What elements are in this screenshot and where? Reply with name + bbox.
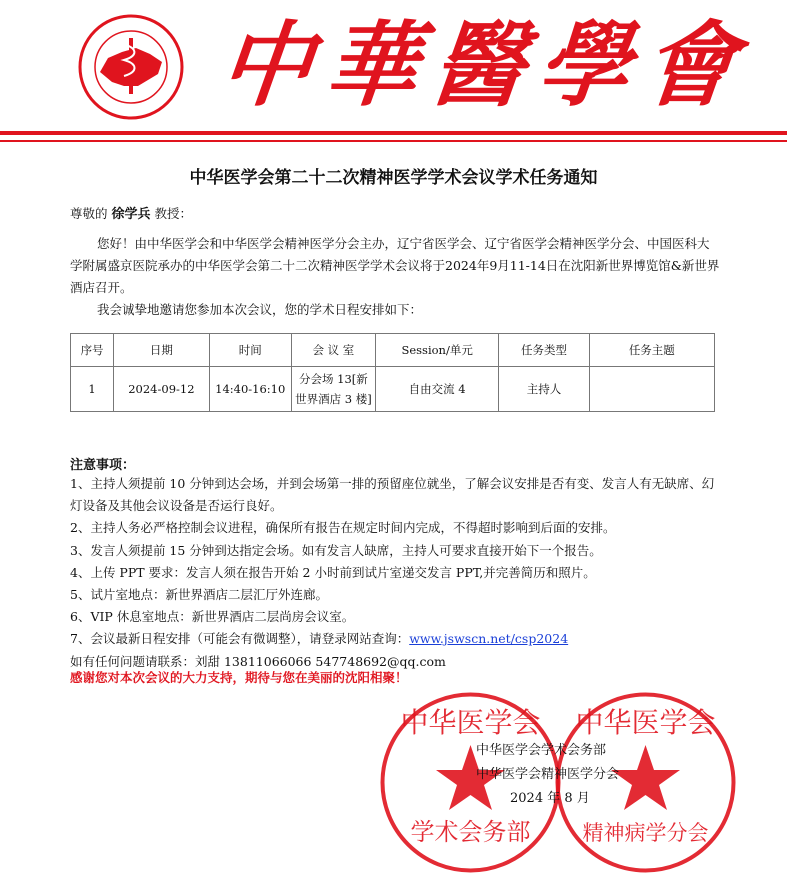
header-rule-thick [0,131,787,135]
note-item-3: 3、发言人须提前 15 分钟到达指定会场。如有发言人缺席，主持人可要求直接开始下一个报告。 [70,542,602,558]
contact-line: 如有任何问题请联系：刘甜 13811066066 547748692@qq.com [70,653,446,669]
salutation [70,203,192,226]
cell-session: 自由交流 4 [376,367,499,412]
stamp2-top-text: 中华医学会 [575,706,716,739]
table-row [71,367,715,412]
stamp1-bottom-text: 学术会务部 [410,818,531,846]
note-item-2: 2、主持人务必严格控制会议进程，确保所有报告在规定时间内完成，不得超时影响到后面的安排。 [70,520,616,536]
signature-dept: 中华医学会学术会务部 [476,743,607,758]
brand-name: 中華醫學會 [214,11,756,119]
recipient-name: 徐学兵 [111,207,151,222]
schedule-table [70,333,715,412]
cell-task-topic [589,367,714,412]
col-header-task-topic: 任务主题 [589,334,714,367]
cell-room: 分会场 13[新世界酒店 3 楼] [291,367,375,412]
invitation-paragraph: 我会诚挚地邀请您参加本次会议，您的学术日程安排如下： [97,302,423,317]
signature-date: 2024 年 8 月 [510,791,590,806]
document-title: 中华医学会第二十二次精神医学学术会议学术任务通知 [189,168,598,188]
header-rule-thin [0,140,787,142]
cell-index: 1 [71,367,114,412]
col-header-task-type: 任务类型 [499,334,589,367]
cell-time: 14:40-16:10 [209,367,291,412]
cma-logo-seal [78,14,184,120]
note-item-5: 5、试片室地点：新世界酒店二层汇厅外连廊。 [70,587,328,603]
stamp1-top-text: 中华医学会 [400,706,541,739]
salutation-prefix: 尊敬的 [70,206,108,221]
notes-list [70,473,720,673]
note-item-7 [70,628,720,650]
thanks-line: 感谢您对本次会议的大力支持，期待与您在美丽的沈阳相聚！ [70,670,408,685]
note-item-6: 6、VIP 休息室地点：新世界酒店二层尚房会议室。 [70,609,355,625]
intro-paragraph: 您好！由中华医学会和中华医学会精神医学分会主办，辽宁省医学会、辽宁省医学会精神医学分会、中国医科大学附属盛京医院承办的中华医学会第二十二次精神医学学术会议将于2024年9月11-14日在沈阳新世界博览馆&新世界酒店召开。 [70,236,720,295]
note-item-1: 1、主持人须提前 10 分钟到达会场，并到会场第一排的预留座位就坐，了解会议安排是否有变、发言人有无缺席、幻灯设备及其他会议设备是否运行良好。 [70,476,715,514]
note-item-4: 4、上传 PPT 要求：发言人须在报告开始 2 小时前到试片室递交发言 PPT,并完善简历和照片。 [70,564,596,580]
stamp2-bottom-text: 精神病学分会 [582,821,709,845]
col-header-room: 会 议 室 [291,334,375,367]
cell-date: 2024-09-12 [114,367,210,412]
signature-branch: 中华医学会精神医学分会 [476,767,620,782]
col-header-date: 日期 [114,334,210,367]
salutation-suffix: 教授： [154,206,193,221]
notes-heading: 注意事项： [70,458,136,473]
col-header-index: 序号 [71,334,114,367]
schedule-website-link[interactable]: www.jswscn.net/csp2024 [409,631,569,647]
note-item-7-text: 7、会议最新日程安排（可能会有微调整），请登录网站查询： [70,631,410,647]
table-header-row [71,334,715,367]
cell-task-type: 主持人 [499,367,589,412]
col-header-session: Session/单元 [376,334,499,367]
col-header-time: 时间 [209,334,291,367]
letterhead [0,0,787,150]
